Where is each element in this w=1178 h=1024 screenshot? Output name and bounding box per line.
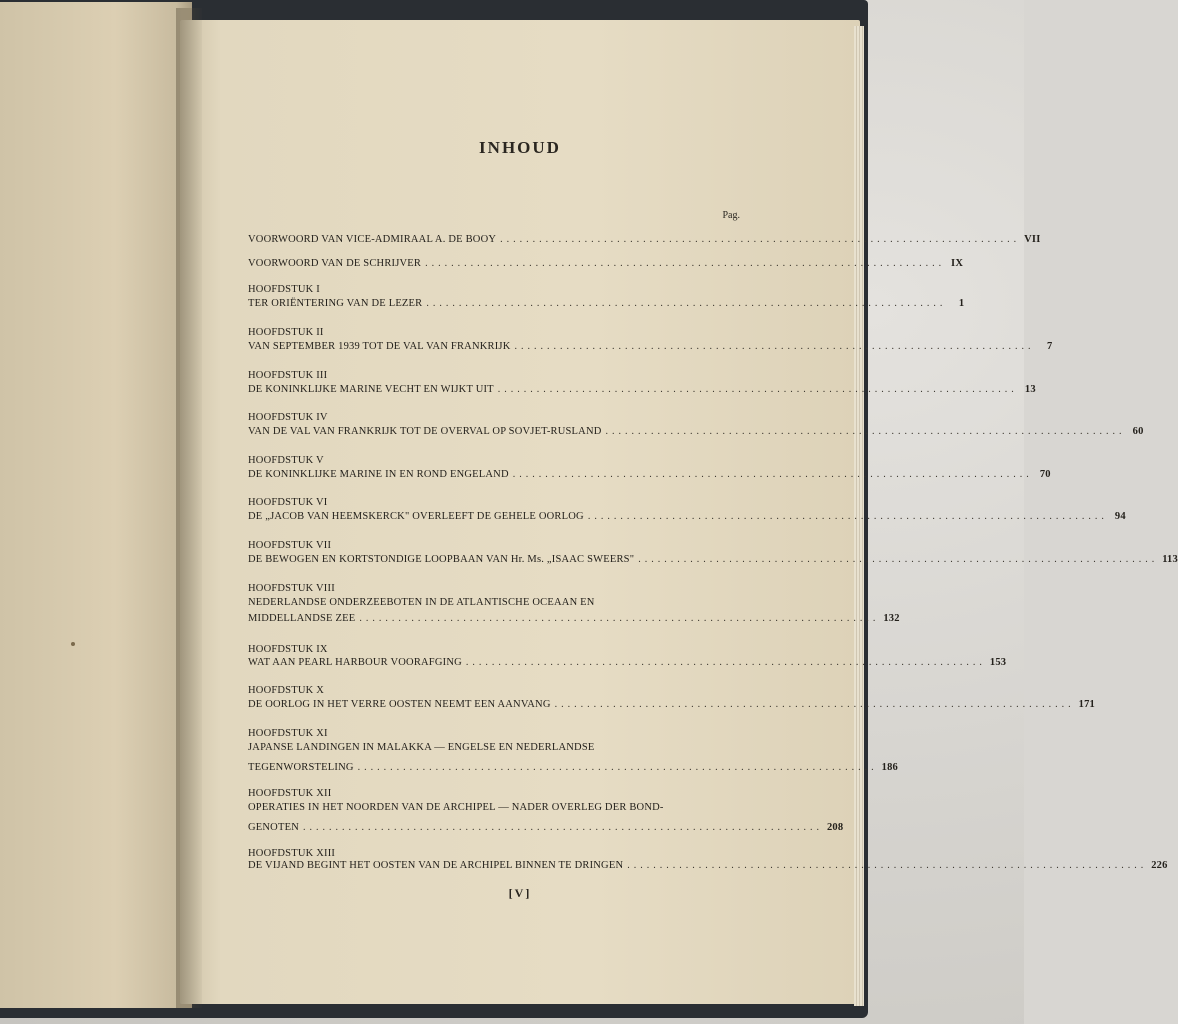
toc-entry [248, 822, 844, 837]
toc-entry [248, 341, 1053, 356]
toc-entry-page: 171 [1078, 699, 1095, 710]
toc-entry [248, 802, 742, 817]
toc-entry-title: MIDDELLANDSE ZEE [248, 613, 356, 624]
toc-entry-title: VAN DE VAL VAN FRANKRIJK TOT DE OVERVAL OP SOVJET-RUSLAND [248, 426, 602, 437]
chapter-heading: HOOFDSTUK IX [248, 644, 328, 655]
toc-entry [248, 426, 1144, 441]
toc-entry [248, 699, 1095, 714]
chapter-heading: HOOFDSTUK VII [248, 540, 332, 551]
chapter-heading: HOOFDSTUK VIII [248, 583, 335, 594]
dot-leader: ................................................................................ [512, 469, 1033, 480]
chapter-heading: HOOFDSTUK I [248, 284, 320, 295]
toc-entry-page: 153 [989, 657, 1007, 668]
dot-leader: ................................................................................ [587, 511, 1108, 522]
toc-entry-title: VAN SEPTEMBER 1939 TOT DE VAL VAN FRANKRIJK [248, 341, 511, 352]
chapter-heading: HOOFDSTUK V [248, 455, 324, 466]
chapter-heading: HOOFDSTUK IV [248, 412, 328, 423]
dot-leader: ................................................................................ [627, 860, 1148, 871]
toc-entry-title: GENOTEN [248, 822, 299, 833]
toc-entry-title: WAT AAN PEARL HARBOUR VOORAFGING [248, 657, 462, 668]
toc-entry [248, 860, 1168, 875]
dot-leader: ................................................................................ [425, 258, 946, 269]
toc-entry-page: 13 [1024, 384, 1036, 395]
toc-entry-title: DE OORLOG IN HET VERRE OOSTEN NEEMT EEN AANVANG [248, 699, 551, 710]
toc-entry-page: 1 [958, 298, 965, 309]
toc-entry-title: DE BEWOGEN EN KORTSTONDIGE LOOPBAAN VAN Hr. Ms. „ISAAC SWEERS" [248, 554, 635, 565]
toc-entry [248, 762, 899, 777]
chapter-heading: HOOFDSTUK III [248, 370, 328, 381]
toc-entry-title: VOORWOORD VAN DE SCHRIJVER [248, 258, 422, 269]
dot-leader: ................................................................................ [554, 699, 1075, 710]
toc-entry [248, 742, 742, 757]
chapter-heading: HOOFDSTUK VI [248, 497, 328, 508]
toc-entry [248, 384, 1036, 399]
toc-entry-page: 186 [881, 762, 899, 773]
toc-entry [248, 597, 742, 612]
toc-entry-title: DE „JACOB VAN HEEMSKERCK" OVERLEEFT DE GEHELE OORLOG [248, 511, 584, 522]
dot-leader: ................................................................................ [497, 384, 1018, 395]
toc-entry-title: DE KONINKLIJKE MARINE VECHT EN WIJKT UIT [248, 384, 494, 395]
dot-leader: ................................................................................ [638, 554, 1159, 565]
chapter-heading: HOOFDSTUK II [248, 327, 324, 338]
toc-entry [248, 469, 1051, 484]
dot-leader: ................................................................................ [465, 657, 986, 668]
toc-entry-title: DE KONINKLIJKE MARINE IN EN ROND ENGELAND [248, 469, 509, 480]
page-column-label: Pag. [722, 210, 740, 221]
page-title: INHOUD [479, 138, 561, 157]
toc-entry-page: IX [951, 258, 964, 269]
toc-entry-title: TER ORIËNTERING VAN DE LEZER [248, 298, 423, 309]
toc-entry [248, 511, 1126, 526]
chapter-heading: HOOFDSTUK XII [248, 788, 332, 799]
dot-leader: ................................................................................ [500, 234, 1021, 245]
toc-entry [248, 554, 1178, 569]
toc-entry-title: JAPANSE LANDINGEN IN MALAKKA — ENGELSE EN NEDERLANDSE [248, 742, 595, 753]
dot-leader: ................................................................................ [514, 341, 1035, 352]
toc-entry-page: 208 [826, 822, 844, 833]
toc-entry [248, 298, 965, 313]
chapter-heading: HOOFDSTUK XIII [248, 848, 336, 859]
toc-entry-title: DE VIJAND BEGINT HET OOSTEN VAN DE ARCHIPEL BINNEN TE DRINGEN [248, 860, 624, 871]
toc-entry-page: 226 [1151, 860, 1168, 871]
page-number-footer: [V] [508, 886, 532, 900]
toc-entry-page: 60 [1132, 426, 1144, 437]
toc-entry-page: 94 [1114, 511, 1126, 522]
dot-leader: ................................................................................ [426, 298, 947, 309]
toc-entry-page: 70 [1039, 469, 1051, 480]
toc-entry-page: 113 [1162, 554, 1178, 565]
toc-entry-page: 7 [1047, 341, 1053, 352]
toc-entry-title: OPERATIES IN HET NOORDEN VAN DE ARCHIPEL — NADER OVERLEG DER BOND- [248, 802, 664, 813]
toc-entry [248, 258, 964, 273]
dot-leader: ................................................................................ [605, 426, 1126, 437]
toc-entry [248, 234, 1041, 249]
toc-entry-title: VOORWOORD VAN VICE-ADMIRAAL A. DE BOOY [248, 234, 497, 245]
dot-leader: ................................................................................ [357, 762, 878, 773]
toc-entry-title: NEDERLANDSE ONDERZEEBOTEN IN DE ATLANTISCHE OCEAAN EN [248, 597, 595, 608]
toc-entry-page: VII [1024, 234, 1041, 245]
toc-entry-page: 132 [883, 613, 900, 624]
toc-entry-title: TEGENWORSTELING [248, 762, 354, 773]
dot-leader: ................................................................................ [302, 822, 823, 833]
toc-entry [248, 613, 900, 628]
chapter-heading: HOOFDSTUK XI [248, 728, 328, 739]
dot-leader: ................................................................................ [359, 613, 880, 624]
toc-entry [248, 657, 1007, 672]
chapter-heading: HOOFDSTUK X [248, 685, 324, 696]
